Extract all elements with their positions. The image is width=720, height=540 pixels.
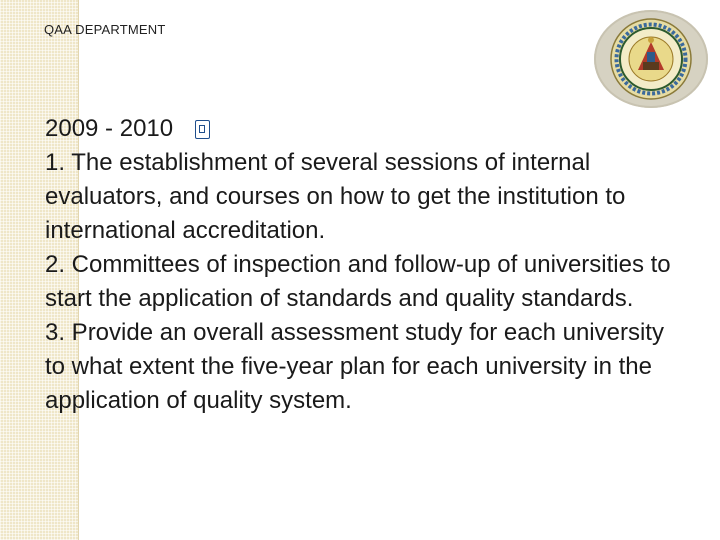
main-content	[45, 112, 685, 418]
list-item: 3. Provide an overall assessment study for each university to what extent the five-year plan for each university in the application of quality system.	[45, 319, 664, 414]
logo-frame	[594, 10, 708, 108]
year-line	[45, 112, 685, 146]
list-item: 2. Committees of inspection and follow-up of universities to start the application of standards and quality standards.	[45, 251, 671, 312]
year-range: 2009 - 2010	[45, 115, 174, 142]
missing-glyph-icon	[195, 120, 210, 139]
list-item: 1. The establishment of several sessions of internal evaluators, and courses on how to get the institution to international accreditation.	[45, 149, 626, 244]
department-label: QAA DEPARTMENT	[44, 22, 166, 37]
university-seal-icon	[608, 18, 694, 100]
